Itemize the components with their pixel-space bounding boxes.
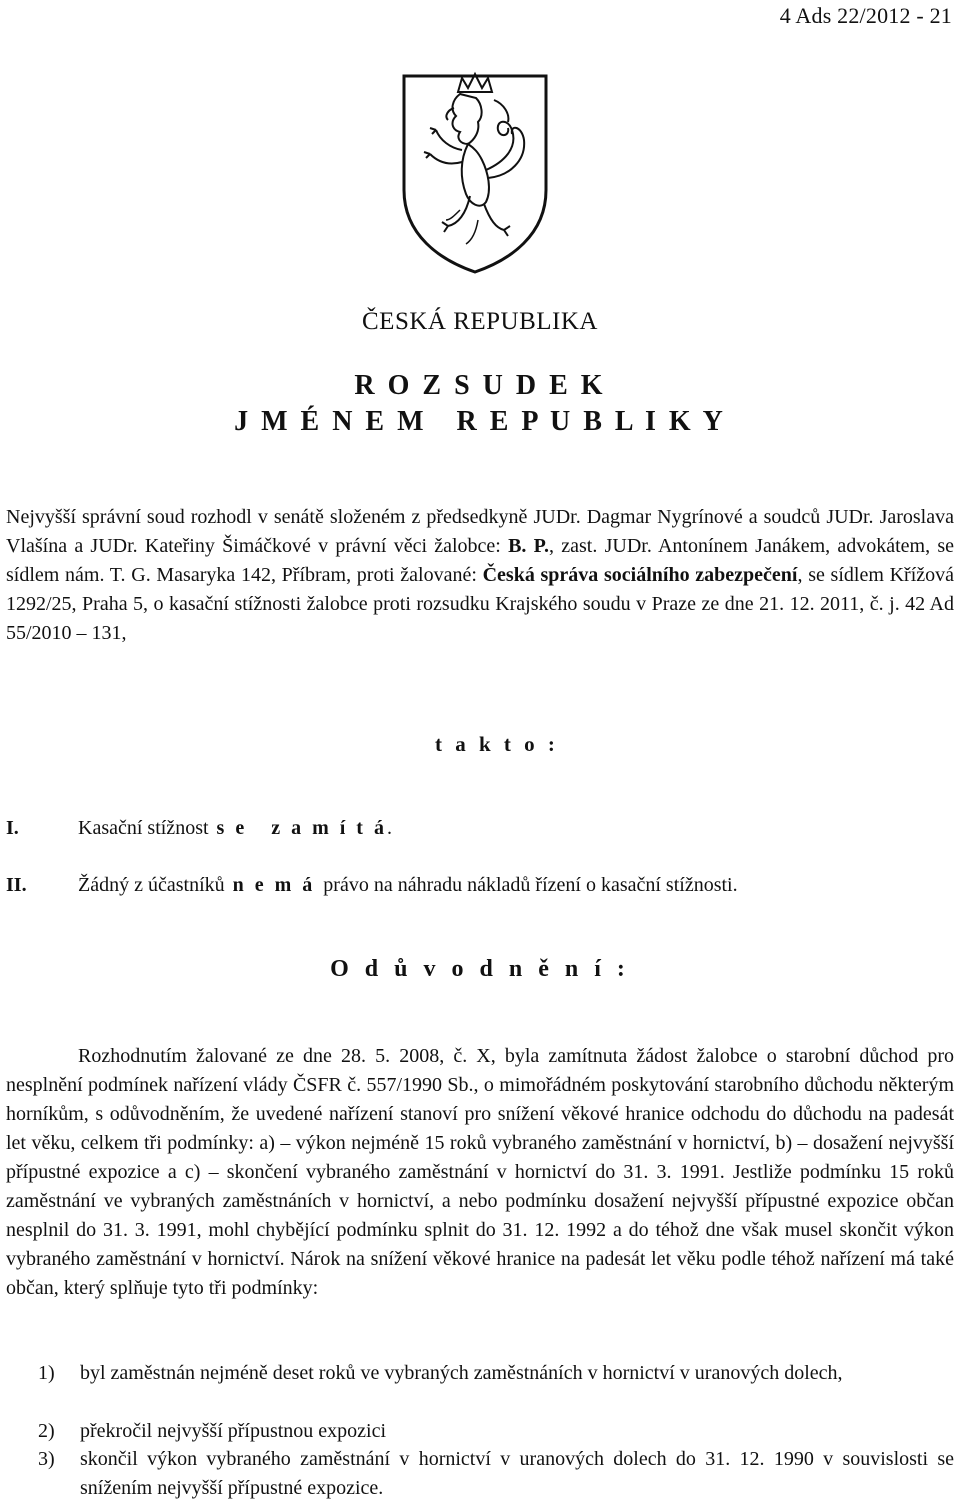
item-number: II. — [6, 874, 27, 896]
item-number: I. — [6, 817, 19, 839]
condition-number: 2) — [38, 1420, 55, 1442]
item-text-before: Kasační stížnost — [78, 817, 209, 839]
condition-text: překročil nejvyšší přípustnou expozici — [80, 1420, 387, 1442]
condition-text: byl zaměstnán nejméně deset roků ve vybraných zaměstnáních v hornictví v uranových dolech, — [80, 1362, 843, 1384]
item-emphasis: s e z a m í t á — [216, 817, 387, 839]
czech-lion-coat-of-arms-icon — [400, 70, 550, 275]
intro-paragraph — [6, 503, 954, 648]
item-text-after: . — [386, 817, 392, 839]
condition-number: 1) — [38, 1362, 55, 1384]
intro-text-b: , zast. JUDr. Antonínem Janákem, advokátem, se sídlem nám. T. G. Masaryka 142, Příbram, proti žalované: — [6, 535, 954, 586]
condition-text: skončil výkon vybraného zaměstnání v hornictví v uranových dolech do 31. 12. 1990 v souvislosti se snížením nejvyšší přípustné expozice. — [80, 1448, 954, 1499]
intro-text-c: , se sídlem Křížová 1292/25, Praha 5, o kasační stížnosti žalobce proti rozsudku Krajského soudu v Praze ze dne 21. 12. 2011, č. j. 42 Ad 55/2010 – 131, — [6, 564, 954, 644]
reasoning-text: Rozhodnutím žalované ze dne 28. 5. 2008, č. X, byla zamítnuta žádost žalobce o starobní důchod pro nesplnění podmínek nařízení vlády ČSFR č. 557/1990 Sb., o mimořádném poskytování starobního důchodu některým horníkům, s odůvodněním, že uvedené nařízení stanoví pro snížení věkové hranice odchodu do důchodu na padesát let věku, celkem tři podmínky: a) – výkon nejméně 15 roků vybraného zaměstnání v hornictví, b) – dosažení nejvyšší přípustné expozice a c) – skončení vybraného zaměstnání v hornictví do 31. 3. 1991. Jestliže podmínku 15 roků zaměstnání ve vybraných zaměstnáních v hornictví, a nebo podmínku dosažení nejvyšší přípustné expozice občan nesplnil do 31. 3. 1991, mohl chybějící podmínku splnit do 31. 12. 1992 a do téhož dne však musel skončit výkon vybraného zaměstnání v hornictví. Nárok na snížení věkové hranice na padesát let věku podle téhož nařízení má také občan, který splňuje tyto tři podmínky: — [6, 1045, 954, 1299]
country-heading: ČESKÁ REPUBLIKA — [362, 308, 598, 335]
plaintiff-name: B. P. — [508, 535, 550, 557]
item-text-after: právo na náhradu nákladů řízení o kasační stížnosti. — [323, 874, 738, 896]
item-text-before: Žádný z účastníků — [78, 874, 225, 896]
operative-item — [6, 871, 738, 899]
intro-text-a: Nejvyšší správní soud rozhodl v senátě složeném z předsedkyně JUDr. Dagmar Nygrínové a soudců JUDr. Jaroslava Vlašína a JUDr. Kateřiny Šimáčkové v právní věci žalobce: — [6, 506, 954, 557]
defendant-name: Česká správa sociálního zabezpečení — [482, 564, 798, 586]
operative-heading: t a k t o : — [435, 732, 559, 756]
condition-item — [38, 1445, 954, 1503]
in-name-of-republic-heading: J M É N E M R E P U B L I K Y — [234, 406, 726, 437]
condition-item — [38, 1417, 954, 1446]
operative-item — [6, 814, 392, 842]
item-emphasis: n e m á — [232, 874, 316, 896]
case-number: 4 Ads 22/2012 - 21 — [779, 3, 952, 28]
condition-number: 3) — [38, 1448, 55, 1470]
condition-item — [38, 1359, 954, 1388]
judgment-heading: R O Z S U D E K — [354, 370, 606, 401]
verdict-title — [0, 368, 960, 440]
reasoning-paragraph — [6, 1042, 954, 1303]
reasoning-heading: O d ů v o d n ě n í : — [330, 956, 630, 982]
